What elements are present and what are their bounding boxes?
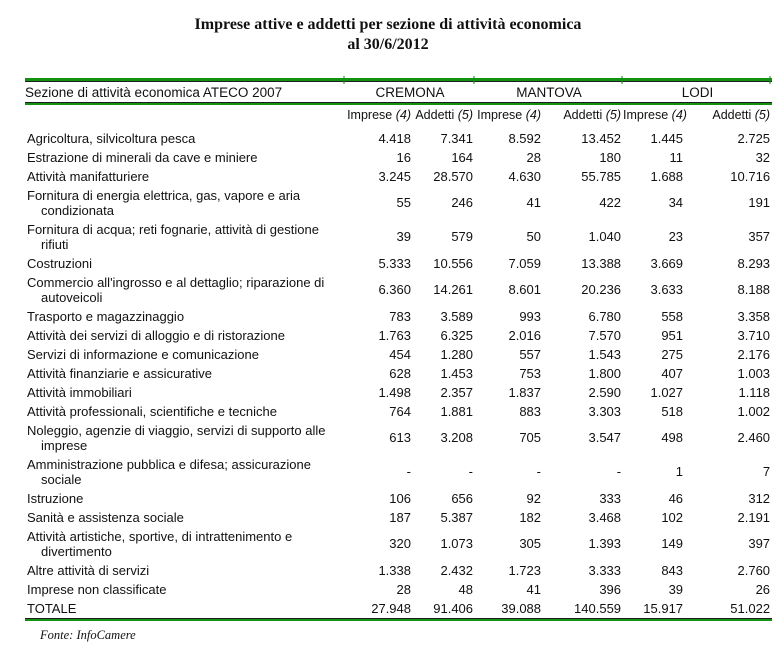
cell-value: 557 [519,346,542,362]
cell-value: 1.453 [440,365,474,381]
cell-value: 27.948 [371,600,411,616]
row-label: Altre attività di servizi [27,562,150,578]
cell-value: 4.630 [508,168,542,184]
cell-value: 7.570 [588,327,622,343]
table-row [25,455,772,489]
cell-value: 7 [762,464,771,480]
cell-value: 3.547 [588,430,622,446]
cell-value: 2.432 [440,562,474,578]
table-row [25,307,772,326]
row-label: Attività manifatturiere [27,168,150,184]
cell-value: 246 [451,195,474,211]
cell-value: 8.592 [508,130,542,146]
cell-value: 39 [396,229,411,245]
table-row [25,326,772,345]
table-row [25,129,772,148]
cell-value: 182 [519,509,542,525]
cell-value: 1.763 [378,327,411,343]
cell-value: 5.333 [378,255,411,271]
cell-value: 3.208 [440,430,474,446]
cell-value: 3.303 [588,403,622,419]
cell-value: - [536,464,542,480]
cell-value: 1.498 [378,384,411,400]
cell-value: 357 [748,229,771,245]
cell-value: 753 [519,365,542,381]
cell-value: 28 [396,581,411,597]
cell-value: 2.725 [737,130,771,146]
cell-value: 656 [451,490,474,506]
group-header-cremona: CREMONA [375,84,445,100]
row-label: Estrazione di minerali da cave e miniere [27,149,258,165]
table-row [25,148,772,167]
page-title-line2: al 30/6/2012 [347,36,429,54]
source-note: Fonte: InfoCamere [40,627,136,642]
cell-value: 10.716 [730,168,771,184]
cell-value: 613 [389,430,411,446]
cell-value: 10.556 [433,255,474,271]
cell-value: 2.460 [737,430,771,446]
cell-value: 3.710 [737,327,771,343]
cell-value: 13.388 [581,255,622,271]
table-header-row [25,82,772,102]
cell-value: 407 [661,365,684,381]
table-row [25,508,772,527]
table-row [25,254,772,273]
row-label: Attività finanziarie e assicurative [27,365,212,381]
row-label: TOTALE [27,600,77,616]
cell-value: 20.236 [581,282,622,298]
cell-value: 2.760 [737,562,771,578]
cell-value: 1.881 [440,403,474,419]
table-row [25,527,772,561]
cell-value: 50 [526,229,542,245]
row-label: Noleggio, agenzie di viaggio, servizi di supporto alle imprese [27,422,326,453]
row-label: Attività artistiche, sportive, di intrattenimento e divertimento [27,528,293,559]
subheader-spacer [25,105,345,129]
cell-value: 705 [519,430,542,446]
subheader-addetti-lodi: Addetti (5) [712,107,771,122]
cell-value: 34 [668,195,684,211]
cell-value: 275 [661,346,684,362]
cell-value: 187 [389,509,411,525]
cell-value: 1.543 [588,346,622,362]
table-total-row [25,599,772,618]
table-row [25,402,772,421]
cell-value: 579 [451,229,474,245]
cell-value: 92 [526,490,542,506]
data-table-wrap [25,78,772,643]
cell-value: 3.358 [737,308,771,324]
table-row [25,345,772,364]
row-label: Attività immobiliari [27,384,132,400]
row-label: Imprese non classificate [27,581,167,597]
group-header-mantova: MANTOVA [516,84,582,100]
cell-value: 8.601 [508,282,542,298]
table-row [25,421,772,455]
cell-value: 454 [389,346,411,362]
cell-value: 1.003 [737,365,771,381]
cell-value: 2.357 [440,384,474,400]
cell-value: 422 [599,195,622,211]
cell-value: 518 [661,403,684,419]
column-divider-tick [473,76,475,84]
statistical-table-page [0,15,776,669]
cell-value: 993 [519,308,542,324]
cell-value: 15.917 [643,600,684,616]
cell-value: 3.245 [378,168,411,184]
cell-value: 1.040 [588,229,622,245]
cell-value: 13.452 [581,130,622,146]
cell-value: 6.780 [588,308,622,324]
cell-value: 16 [396,149,411,165]
column-divider-tick [343,76,345,84]
cell-value: 7.059 [508,255,542,271]
cell-value: 1.393 [588,536,622,552]
page-title [0,15,776,56]
cell-value: 1 [675,464,684,480]
row-label: Attività professionali, scientifiche e tecniche [27,403,278,419]
subheader-imprese-cremona: Imprese (4) [347,107,411,122]
cell-value: 2.016 [508,327,542,343]
cell-value: - [406,464,411,480]
cell-value: 3.669 [650,255,684,271]
cell-value: 3.468 [588,509,622,525]
cell-value: 28 [526,149,542,165]
cell-value: 140.559 [574,600,622,616]
row-label: Trasporto e magazzinaggio [27,308,185,324]
cell-value: 1.002 [737,403,771,419]
cell-value: 396 [599,581,622,597]
cell-value: 8.188 [737,282,771,298]
cell-value: 39.088 [501,600,542,616]
cell-value: 191 [748,195,771,211]
subheader-imprese-lodi: Imprese (4) [623,107,687,122]
cell-value: 764 [389,403,411,419]
table-row [25,167,772,186]
table-row [25,364,772,383]
cell-value: 5.387 [440,509,474,525]
cell-value: 41 [526,195,542,211]
cell-value: 23 [668,229,684,245]
cell-value: 14.261 [433,282,474,298]
table-row [25,383,772,402]
cell-value: 320 [389,536,411,552]
cell-value: 333 [599,490,622,506]
group-header-lodi: LODI [681,84,714,100]
cell-value: 1.800 [588,365,622,381]
cell-value: 2.590 [588,384,622,400]
table-row [25,186,772,220]
cell-value: 180 [599,149,622,165]
cell-value: 951 [661,327,684,343]
row-label: Servizi di informazione e comunicazione [27,346,259,362]
cell-value: 55 [396,195,411,211]
cell-value: 106 [389,490,411,506]
cell-value: 783 [389,308,411,324]
cell-value: 1.445 [650,130,684,146]
cell-value: 6.325 [440,327,474,343]
row-label: Attività dei servizi di alloggio e di ristorazione [27,327,285,343]
row-label: Commercio all'ingrosso e al dettaglio; riparazione di autoveicoli [27,274,325,305]
row-label: Amministrazione pubblica e difesa; assicurazione sociale [27,456,311,487]
cell-value: 312 [748,490,771,506]
cell-value: 11 [669,149,684,165]
cell-value: 558 [661,308,684,324]
label-column-header: Sezione di attività economica ATECO 2007 [25,84,283,100]
cell-value: 164 [451,149,474,165]
cell-value: 4.418 [378,130,411,146]
row-label: Fornitura di energia elettrica, gas, vapore e aria condizionata [27,187,301,218]
cell-value: 51.022 [730,600,771,616]
row-label: Sanità e assistenza sociale [27,509,184,525]
cell-value: 28.570 [433,168,474,184]
cell-value: 102 [661,509,684,525]
cell-value: 883 [519,403,542,419]
cell-value: 1.723 [508,562,542,578]
cell-value: 149 [661,536,684,552]
cell-value: 6.360 [378,282,411,298]
table-row [25,580,772,599]
cell-value: 1.338 [378,562,411,578]
column-divider-tick [769,76,771,84]
subheader-imprese-mantova: Imprese (4) [477,107,542,122]
cell-value: - [468,464,474,480]
cell-value: 397 [748,536,771,552]
cell-value: 41 [526,581,542,597]
cell-value: 8.293 [737,255,771,271]
cell-value: 91.406 [433,600,474,616]
cell-value: 3.333 [588,562,622,578]
cell-value: 1.073 [440,536,474,552]
row-label: Agricoltura, silvicoltura pesca [27,130,196,146]
cell-value: 3.633 [650,282,684,298]
cell-value: 843 [661,562,684,578]
cell-value: 305 [519,536,542,552]
cell-value: 3.589 [440,308,474,324]
cell-value: 55.785 [581,168,622,184]
cell-value: 48 [458,581,474,597]
cell-value: 2.191 [737,509,771,525]
cell-value: 1.280 [440,346,474,362]
subheader-addetti-mantova: Addetti (5) [563,107,622,122]
subheader-addetti-cremona: Addetti (5) [415,107,474,122]
cell-value: 498 [661,430,684,446]
cell-value: 628 [389,365,411,381]
table-subheader-row [25,105,772,129]
column-divider-tick [621,76,623,84]
row-label: Costruzioni [27,255,93,271]
cell-value: 1.118 [738,384,771,400]
cell-value: - [616,464,622,480]
cell-value: 26 [755,581,771,597]
table-body [25,129,772,618]
table-row [25,561,772,580]
cell-value: 1.837 [508,384,542,400]
row-label: Istruzione [27,490,84,506]
cell-value: 32 [755,149,771,165]
page-title-line1: Imprese attive e addetti per sezione di attività economica [194,16,582,33]
table-row [25,273,772,307]
table-row [25,489,772,508]
cell-value: 39 [668,581,684,597]
cell-value: 1.688 [650,168,684,184]
cell-value: 1.027 [650,384,684,400]
cell-value: 46 [668,490,684,506]
cell-value: 2.176 [737,346,771,362]
cell-value: 7.341 [440,130,474,146]
table-row [25,220,772,254]
data-table [25,82,772,618]
row-label: Fornitura di acqua; reti fognarie, attività di gestione rifiuti [27,221,319,252]
table-bottom-rule [25,618,772,621]
